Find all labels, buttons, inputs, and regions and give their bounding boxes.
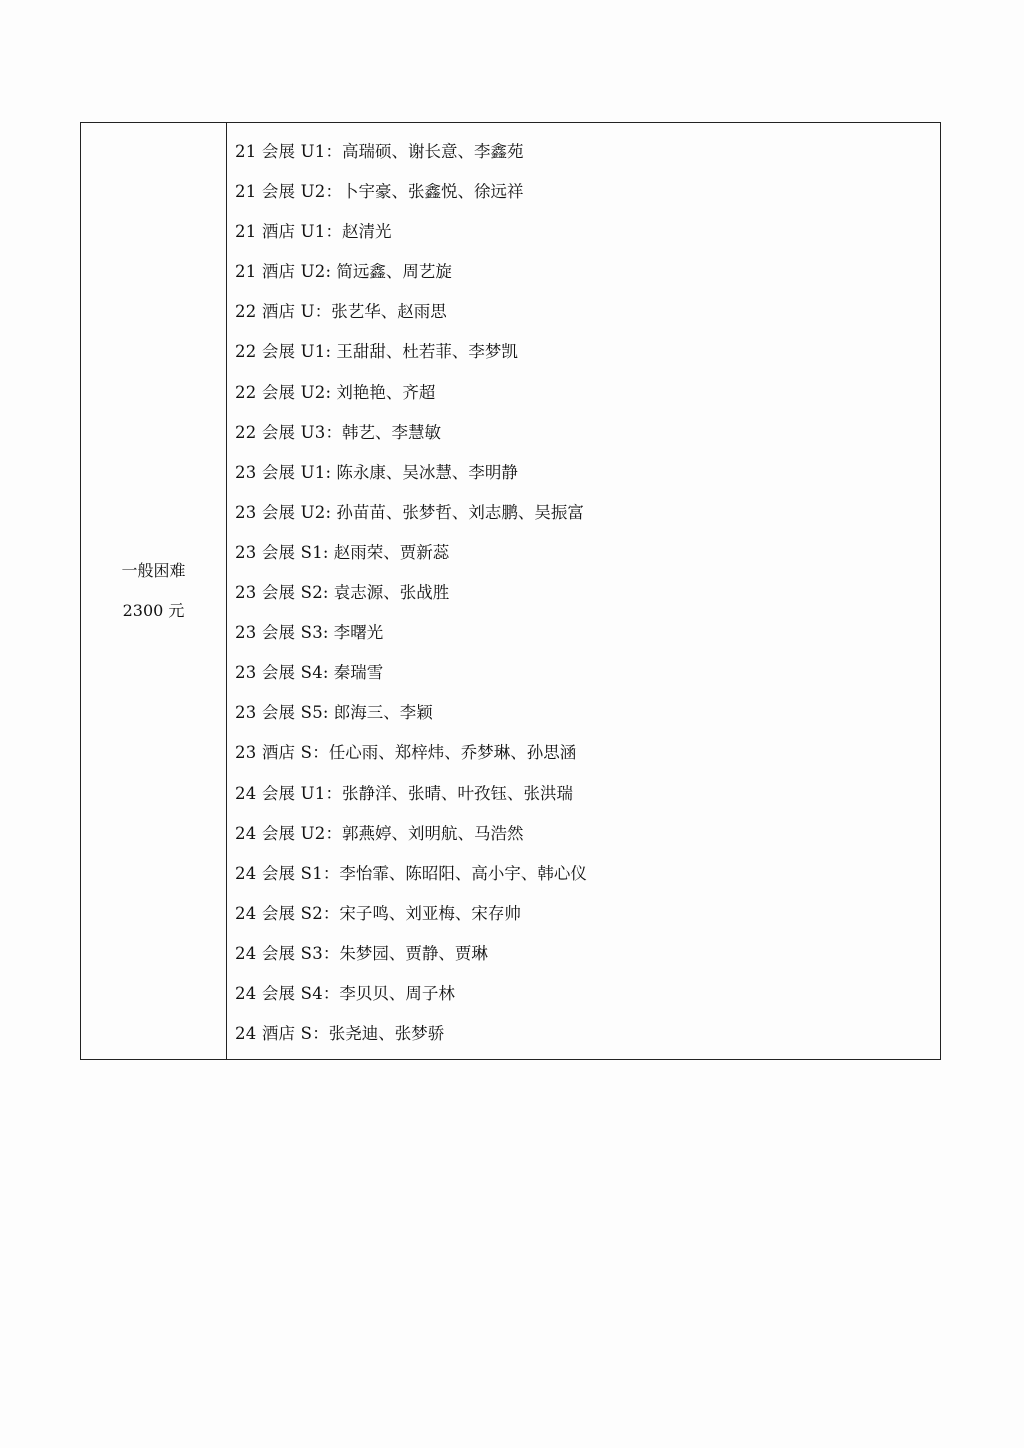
class-name: 21 会展 U1 xyxy=(235,142,326,161)
student-names: 李曙光 xyxy=(333,623,384,643)
table-row xyxy=(235,821,940,861)
class-name: 22 会展 U1 xyxy=(235,342,326,362)
separator: ： xyxy=(325,142,342,161)
class-name: 24 会展 S4 xyxy=(235,983,323,1003)
class-name: 23 会展 S1 xyxy=(235,542,323,562)
separator: : xyxy=(322,583,334,603)
separator: ： xyxy=(325,783,342,803)
class-name: 23 酒店 S xyxy=(235,743,313,763)
separator: ： xyxy=(314,302,332,322)
table-row xyxy=(235,299,940,339)
class-name: 24 会展 S1 xyxy=(235,863,323,883)
subsidy-amount: 2300 元 xyxy=(122,601,185,620)
table-row xyxy=(235,460,940,500)
student-names: 李怡霏、陈昭阳、高小宇、韩心仪 xyxy=(339,863,587,883)
table-row xyxy=(235,660,940,700)
table-row xyxy=(235,259,940,299)
table-row xyxy=(235,580,940,620)
separator: : xyxy=(325,342,337,362)
class-name: 24 会展 S3 xyxy=(235,943,323,963)
separator: ： xyxy=(312,1024,329,1044)
class-name: 21 酒店 U2 xyxy=(235,262,326,282)
table-row xyxy=(235,339,940,379)
table-row xyxy=(235,700,940,740)
class-name: 23 会展 S4 xyxy=(235,663,323,683)
student-names: 刘艳艳、齐超 xyxy=(336,382,436,402)
separator: ： xyxy=(322,863,340,883)
class-name: 23 会展 S5 xyxy=(235,703,323,723)
separator: ： xyxy=(322,903,340,923)
category-cell xyxy=(81,123,227,1059)
separator: : xyxy=(325,382,337,402)
separator: ： xyxy=(322,983,340,1003)
table-row xyxy=(235,219,940,259)
table-row xyxy=(235,740,940,780)
class-name: 23 会展 S3 xyxy=(235,623,323,643)
class-name: 22 会展 U3 xyxy=(235,422,326,442)
student-names: 陈永康、吴冰慧、李明静 xyxy=(336,462,518,482)
separator: ： xyxy=(322,943,340,963)
student-names: 赵清光 xyxy=(342,222,392,242)
student-names: 李贝贝、周子林 xyxy=(339,983,455,1003)
class-name: 21 酒店 U1 xyxy=(235,222,326,242)
student-names: 郭燕婷、刘明航、马浩然 xyxy=(342,823,524,843)
student-names: 任心雨、郑梓炜、乔梦琳、孙思涵 xyxy=(328,743,577,763)
separator: ： xyxy=(325,422,342,442)
table-row xyxy=(235,540,940,580)
class-name: 23 会展 U2 xyxy=(235,502,326,522)
table-row xyxy=(235,861,940,901)
table-row xyxy=(235,380,940,420)
table-row xyxy=(235,139,940,179)
student-names: 宋子鸣、刘亚梅、宋存帅 xyxy=(339,903,521,923)
student-names: 卜宇豪、张鑫悦、徐远祥 xyxy=(342,182,524,202)
table-row xyxy=(235,179,940,219)
student-names: 高瑞硕、谢长意、李鑫苑 xyxy=(342,142,524,161)
table-row xyxy=(235,500,940,540)
table-row xyxy=(235,781,940,821)
class-name: 22 会展 U2 xyxy=(235,382,326,402)
class-name: 24 会展 U2 xyxy=(235,823,326,843)
separator: : xyxy=(322,663,334,683)
table-row xyxy=(235,981,940,1021)
difficulty-level: 一般困难 xyxy=(121,561,186,580)
subsidy-table xyxy=(80,122,941,1060)
student-names: 简远鑫、周艺旋 xyxy=(336,262,452,282)
separator: ： xyxy=(325,182,342,202)
separator: ： xyxy=(325,823,342,843)
separator: : xyxy=(325,502,337,522)
separator: : xyxy=(322,542,334,562)
class-name: 23 会展 S2 xyxy=(235,583,323,603)
table-row xyxy=(235,1021,940,1061)
student-names: 秦瑞雪 xyxy=(333,663,384,683)
table-row xyxy=(235,901,940,941)
class-name: 24 会展 U1 xyxy=(235,783,326,803)
student-names: 王甜甜、杜若菲、李梦凯 xyxy=(336,342,518,362)
separator: : xyxy=(322,703,334,723)
student-list-cell xyxy=(227,123,940,1059)
student-names: 张静洋、张晴、叶孜钰、张洪瑞 xyxy=(342,783,573,803)
class-name: 21 会展 U2 xyxy=(235,182,326,202)
student-names: 郎海三、李颖 xyxy=(333,703,433,723)
table-row xyxy=(235,420,940,460)
separator: : xyxy=(322,623,334,643)
student-names: 张艺华、赵雨思 xyxy=(331,302,447,322)
separator: : xyxy=(325,262,337,282)
separator: : xyxy=(325,462,337,482)
separator: ： xyxy=(325,222,342,242)
table-row xyxy=(235,620,940,660)
student-names: 孙苗苗、张梦哲、刘志鹏、吴振富 xyxy=(336,502,584,522)
student-names: 韩艺、李慧敏 xyxy=(342,422,441,442)
student-names: 赵雨荣、贾新蕊 xyxy=(333,542,450,562)
table-row xyxy=(235,941,940,981)
category-label xyxy=(81,561,226,621)
student-names: 袁志源、张战胜 xyxy=(333,583,450,603)
class-name: 22 酒店 U xyxy=(235,302,315,322)
class-name: 23 会展 U1 xyxy=(235,462,326,482)
class-name: 24 会展 S2 xyxy=(235,903,323,923)
student-names: 朱梦园、贾静、贾琳 xyxy=(339,943,488,963)
separator: ： xyxy=(312,743,329,763)
student-names: 张尧迪、张梦骄 xyxy=(328,1024,445,1044)
class-name: 24 酒店 S xyxy=(235,1024,313,1044)
